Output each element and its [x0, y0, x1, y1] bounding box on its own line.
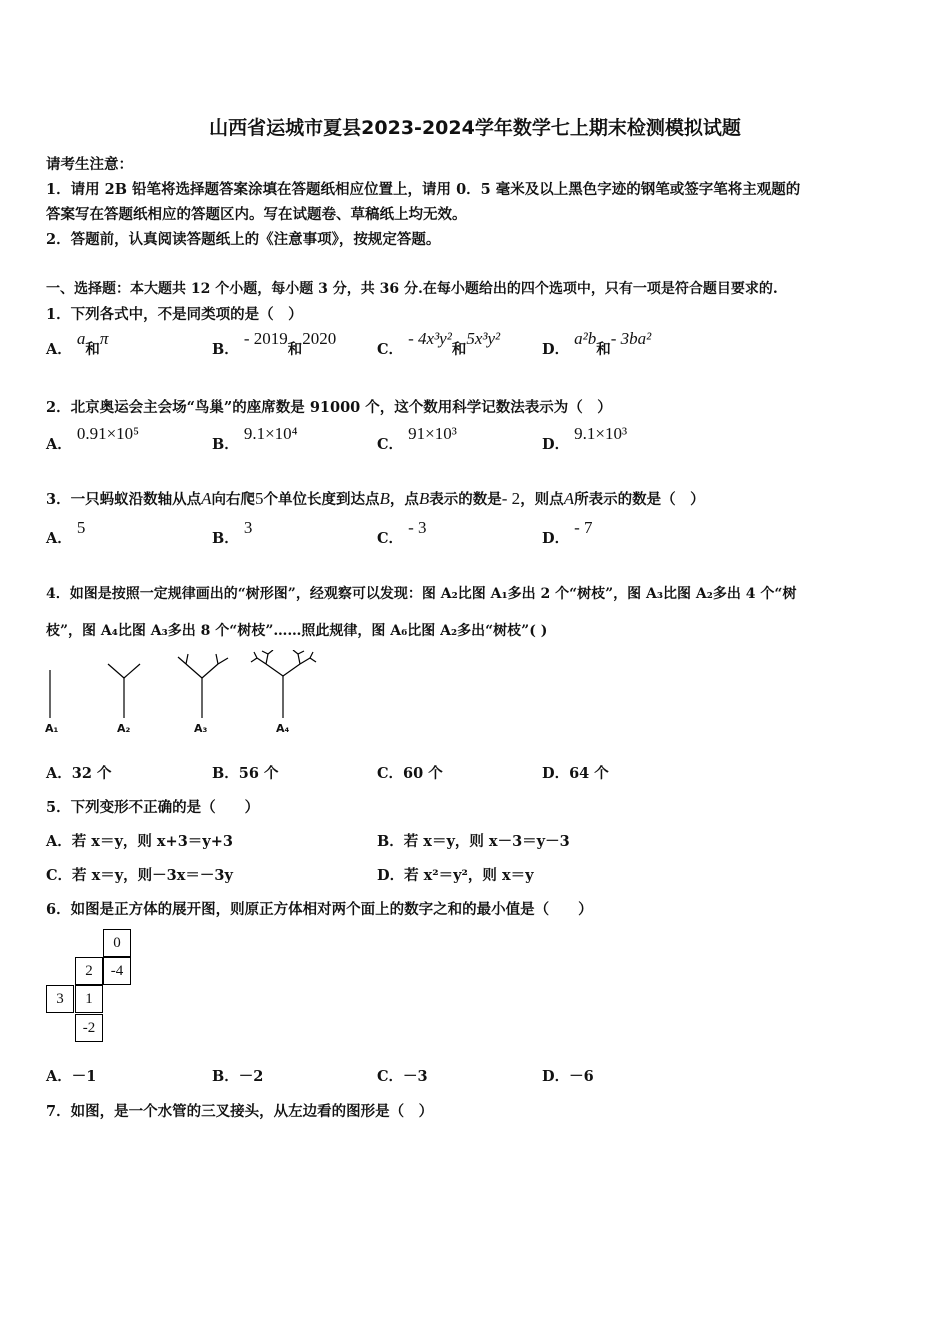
q1-b-and: 和: [287, 341, 303, 358]
option-label: C．: [377, 530, 404, 547]
q1-c-math-1: - 4x³y²: [408, 329, 452, 348]
cube-face: -4: [103, 957, 131, 985]
q1-d-and: 和: [596, 341, 611, 358]
q7-stem: 7．如图，是一个水管的三叉接头，从左边看的图形是（ ）: [46, 1103, 434, 1120]
cube-face: 1: [75, 985, 103, 1013]
option-label: B．: [212, 530, 239, 547]
q5-option-b: B．若 x＝y，则 x－3＝y－3: [377, 833, 570, 850]
cube-face: -2: [75, 1014, 103, 1042]
option-label: B．: [212, 341, 239, 358]
option-label: D．: [542, 436, 570, 453]
q1-option-d: [542, 329, 652, 359]
q5-stem: 5．下列变形不正确的是（ ）: [46, 799, 260, 816]
option-label: C．: [377, 341, 404, 358]
q1-a-math-1: a: [76, 329, 86, 348]
cube-face: 2: [75, 957, 103, 985]
section-1-heading: 一、选择题：本大题共 12 个小题，每小题 3 分，共 36 分.在每小题给出的四个选项中，只有一项是符合题目要求的.: [46, 281, 778, 297]
notice-line-2: 2．答题前，认真阅读答题纸上的《注意事项》，按规定答题。: [46, 231, 441, 248]
tree-label-a2: A₂: [117, 722, 131, 735]
q1-c-math-2: 5x³y²: [466, 329, 501, 348]
cube-face: 0: [103, 929, 131, 957]
q3-d-math: - 7: [574, 518, 593, 537]
q2-option-d: [542, 424, 628, 454]
q3-stem: [46, 488, 705, 509]
tree-a4: [251, 650, 316, 718]
q2-b-math: 9.1×10⁴: [243, 424, 298, 443]
q1-c-and: 和: [451, 341, 467, 358]
q3-stem-part: ，点: [389, 491, 419, 508]
tree-label-a1: A₁: [45, 722, 59, 735]
q1-option-b: [212, 329, 337, 359]
q5-option-c: C．若 x＝y，则－3x＝－3y: [46, 867, 233, 884]
q3-stem-part: 表示的数是: [429, 491, 502, 508]
q1-b-math-1: - 2019: [243, 329, 288, 348]
tree-a3: [178, 654, 228, 718]
q1-option-c: [377, 329, 501, 359]
tree-label-a3: A₃: [194, 722, 208, 735]
q3-option-b: [212, 518, 253, 548]
cube-net: [44, 929, 134, 1043]
notice-line-1b: 答案写在答题纸相应的答题区内。写在试题卷、草稿纸上均无效。: [46, 206, 467, 223]
q4-option-b: B．56 个: [212, 765, 279, 782]
q6-stem: 6．如图是正方体的展开图，则原正方体相对两个面上的数字之和的最小值是（ ）: [46, 901, 593, 918]
tree-label-a4: A₄: [276, 722, 290, 735]
q3-number-minus-2: - 2: [501, 489, 521, 508]
q1-option-a: [46, 329, 109, 359]
option-label: C．: [377, 436, 404, 453]
q3-number-5: 5: [254, 489, 264, 508]
option-label: A．: [46, 436, 72, 453]
q3-stem-part: ，则点: [520, 491, 564, 508]
q2-d-math: 9.1×10³: [574, 424, 628, 443]
option-label: D．: [542, 530, 570, 547]
q5-option-d: D．若 x²＝y²，则 x＝y: [377, 867, 534, 884]
q3-point-a: A: [563, 489, 575, 508]
q2-option-a: [46, 424, 140, 454]
q6-option-b: B．－2: [212, 1068, 264, 1085]
page-title: 山西省运城市夏县2023-2024学年数学七上期末检测模拟试题: [209, 117, 741, 139]
cube-face: 3: [46, 985, 74, 1013]
q4-stem-line-1: 4．如图是按照一定规律画出的“树形图”，经观察可以发现：图 A₂比图 A₁多出 2 个“树枝”，图 A₃比图 A₂多出 4 个“树: [46, 586, 797, 602]
q2-c-math: 91×10³: [408, 424, 457, 443]
option-label: A．: [46, 341, 72, 358]
q1-a-and: 和: [85, 341, 100, 358]
q2-option-c: [377, 424, 457, 454]
q2-stem: 2．北京奥运会主会场“鸟巢”的座席数是 91000 个，这个数用科学记数法表示为（ ）: [46, 399, 612, 416]
q6-option-d: D．－6: [542, 1068, 594, 1085]
option-label: A．: [46, 530, 72, 547]
q3-point-a: A: [201, 489, 212, 508]
q1-b-math-2: 2020: [302, 329, 337, 348]
q2-option-b: [212, 424, 298, 454]
q6-option-a: A．－1: [46, 1068, 97, 1085]
q1-stem: 1．下列各式中，不是同类项的是（ ）: [46, 306, 303, 323]
q1-a-math-2: π: [99, 329, 109, 348]
q5-option-a: A．若 x＝y，则 x+3＝y+3: [46, 833, 233, 850]
q1-d-math-2: - 3ba²: [610, 329, 652, 348]
q3-c-math: - 3: [408, 518, 427, 537]
q3-option-a: [46, 518, 86, 548]
q3-stem-part: 3．一只蚂蚁沿数轴从点: [46, 491, 202, 508]
notice-line-1a: 1．请用 2B 铅笔将选择题答案涂填在答题纸相应位置上，请用 0．5 毫米及以上黑色字迹的钢笔或签字笔将主观题的: [46, 181, 801, 198]
tree-a2: [108, 664, 140, 718]
option-label: B．: [212, 436, 239, 453]
q4-option-c: C．60 个: [377, 765, 443, 782]
q3-stem-part: 所表示的数是（ ）: [574, 491, 705, 508]
q6-option-c: C．－3: [377, 1068, 428, 1085]
q3-a-math: 5: [76, 518, 86, 537]
q3-option-c: [377, 518, 427, 548]
q3-point-b: B: [418, 489, 430, 508]
option-label: D．: [542, 341, 570, 358]
q1-d-math-1: a²b: [574, 329, 597, 348]
q3-b-math: 3: [243, 518, 253, 537]
notice-heading: 请考生注意：: [46, 156, 133, 173]
q3-stem-part: 向右爬: [211, 491, 255, 508]
q3-option-d: [542, 518, 593, 548]
q4-option-d: D．64 个: [542, 765, 609, 782]
q3-point-b: B: [379, 489, 390, 508]
q4-option-a: A．32 个: [46, 765, 112, 782]
q2-a-math: 0.91×10⁵: [76, 424, 140, 443]
q3-stem-part: 个单位长度到达点: [263, 491, 380, 508]
q4-stem-line-2: 枝”，图 A₄比图 A₃多出 8 个“树枝”……照此规律，图 A₆比图 A₂多出“树枝”( ): [46, 623, 548, 639]
